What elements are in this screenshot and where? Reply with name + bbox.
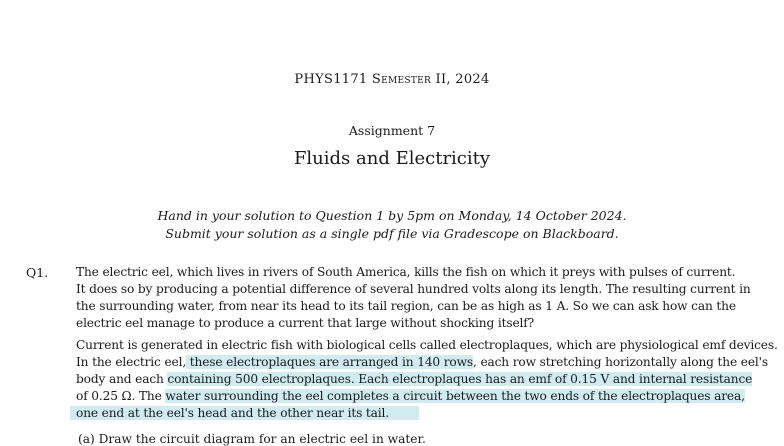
page-title: Fluids and Electricity xyxy=(293,148,491,169)
highlight: water surrounding the eel completes a circuit between the two ends of the electroplaques area, xyxy=(165,389,745,403)
highlight: containing 500 electroplaques. Each electroplaques has an xyxy=(167,372,529,386)
course-code: PHYS1171 xyxy=(294,72,368,87)
text: , each row stretching horizontally along the eel's xyxy=(473,355,768,369)
text: In the electric eel, xyxy=(76,355,187,369)
text-line: Current is generated in electric fish with biological cells called electroplaques, which are physiological emf devices. xyxy=(76,338,778,352)
text-line xyxy=(76,389,745,403)
text-line: It does so by producing a potential difference of several hundred volts along its length. The resulting current in xyxy=(76,282,751,296)
text-line: the surrounding water, from near its head to its tail region, can be as high as 1 A. So we can ask how can the xyxy=(76,299,736,313)
question-number: Q1. xyxy=(26,265,49,280)
highlight: emf of 0.15 V and internal resistance xyxy=(528,372,753,386)
highlight: one end at the eel's head and the other near its tail. xyxy=(70,406,419,420)
course-header xyxy=(0,72,784,87)
assignment-number: Assignment 7 xyxy=(348,123,436,138)
text-line: electric eel manage to produce a current that large without shocking itself? xyxy=(76,316,535,330)
text-line xyxy=(76,355,768,369)
instruction-line: Submit your solution as a single pdf file via Gradescope on Blackboard. xyxy=(165,226,619,241)
text-line: The electric eel, which lives in rivers of South America, kills the fish on which it preys with pulses of current. xyxy=(76,265,736,279)
text: of 0.25 Ω. The xyxy=(76,389,166,403)
part-a: (a) Draw the circuit diagram for an electric eel in water. xyxy=(78,432,426,446)
semester: Semester II, 2024 xyxy=(371,72,490,87)
highlight: these electroplaques are arranged in 140 rows xyxy=(186,355,473,369)
text-line xyxy=(76,372,752,386)
text: body and each xyxy=(76,372,168,386)
instruction-line: Hand in your solution to Question 1 by 5pm on Monday, 14 October 2024. xyxy=(157,208,627,223)
